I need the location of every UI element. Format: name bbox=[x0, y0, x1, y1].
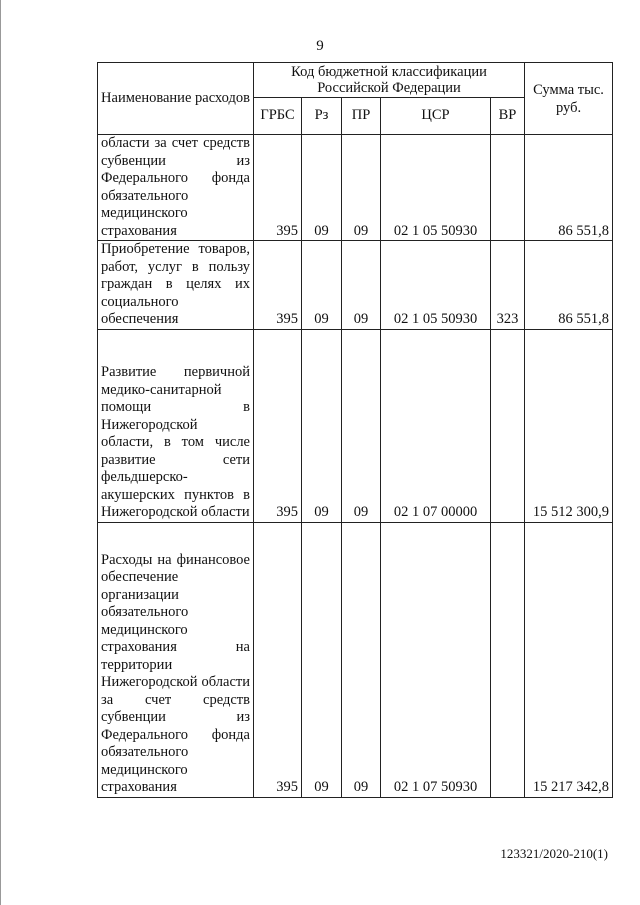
row-pr: 09 bbox=[342, 135, 381, 241]
row-vr bbox=[491, 135, 525, 241]
page-number: 9 bbox=[316, 38, 324, 54]
budget-table bbox=[97, 62, 613, 798]
row-name: области за счет средств субвенции из Федерального фонда обязательного медицинского страхования bbox=[98, 135, 254, 241]
header-sum: Сумма тыс. руб. bbox=[525, 63, 613, 135]
row-pr: 09 bbox=[342, 329, 381, 522]
row-rz: 09 bbox=[302, 241, 342, 330]
row-rz: 09 bbox=[302, 522, 342, 797]
row-sum: 86 551,8 bbox=[525, 241, 613, 330]
row-csr: 02 1 05 50930 bbox=[381, 241, 491, 330]
row-sum: 15 217 342,8 bbox=[525, 522, 613, 797]
header-row-group bbox=[98, 63, 613, 98]
header-rz: Рз bbox=[302, 98, 342, 135]
row-csr: 02 1 05 50930 bbox=[381, 135, 491, 241]
row-grbs: 395 bbox=[254, 241, 302, 330]
row-sum: 15 512 300,9 bbox=[525, 329, 613, 522]
scan-edge bbox=[0, 0, 1, 905]
row-vr bbox=[491, 329, 525, 522]
row-name: Приобретение товаров, работ, услуг в пользу граждан в целях их социального обеспечения bbox=[98, 241, 254, 330]
row-name: Расходы на финансовое обеспечение организации обязательного медицинского страхования на территории Нижегородской области за счет средств субвенции из Федерального фонда обязательного медицинского страхования bbox=[98, 522, 254, 797]
row-vr bbox=[491, 522, 525, 797]
table-row bbox=[98, 522, 613, 797]
table-row bbox=[98, 241, 613, 330]
row-sum: 86 551,8 bbox=[525, 135, 613, 241]
row-vr: 323 bbox=[491, 241, 525, 330]
row-grbs: 395 bbox=[254, 522, 302, 797]
row-csr: 02 1 07 00000 bbox=[381, 329, 491, 522]
header-classification: Код бюджетной классификации Российской Федерации bbox=[254, 63, 525, 98]
row-rz: 09 bbox=[302, 329, 342, 522]
table-row bbox=[98, 135, 613, 241]
document-code: 123321/2020-210(1) bbox=[500, 846, 608, 861]
row-pr: 09 bbox=[342, 241, 381, 330]
row-pr: 09 bbox=[342, 522, 381, 797]
header-grbs: ГРБС bbox=[254, 98, 302, 135]
row-grbs: 395 bbox=[254, 329, 302, 522]
row-grbs: 395 bbox=[254, 135, 302, 241]
row-csr: 02 1 07 50930 bbox=[381, 522, 491, 797]
header-vr: ВР bbox=[491, 98, 525, 135]
table-row bbox=[98, 329, 613, 522]
header-csr: ЦСР bbox=[381, 98, 491, 135]
header-pr: ПР bbox=[342, 98, 381, 135]
header-name: Наименование расходов bbox=[98, 63, 254, 135]
row-rz: 09 bbox=[302, 135, 342, 241]
row-name: Развитие первичной медико-санитарной помощи в Нижегородской области, в том числе развитие сети фельдшерско-акушерских пунктов в Нижегородской области bbox=[98, 329, 254, 522]
